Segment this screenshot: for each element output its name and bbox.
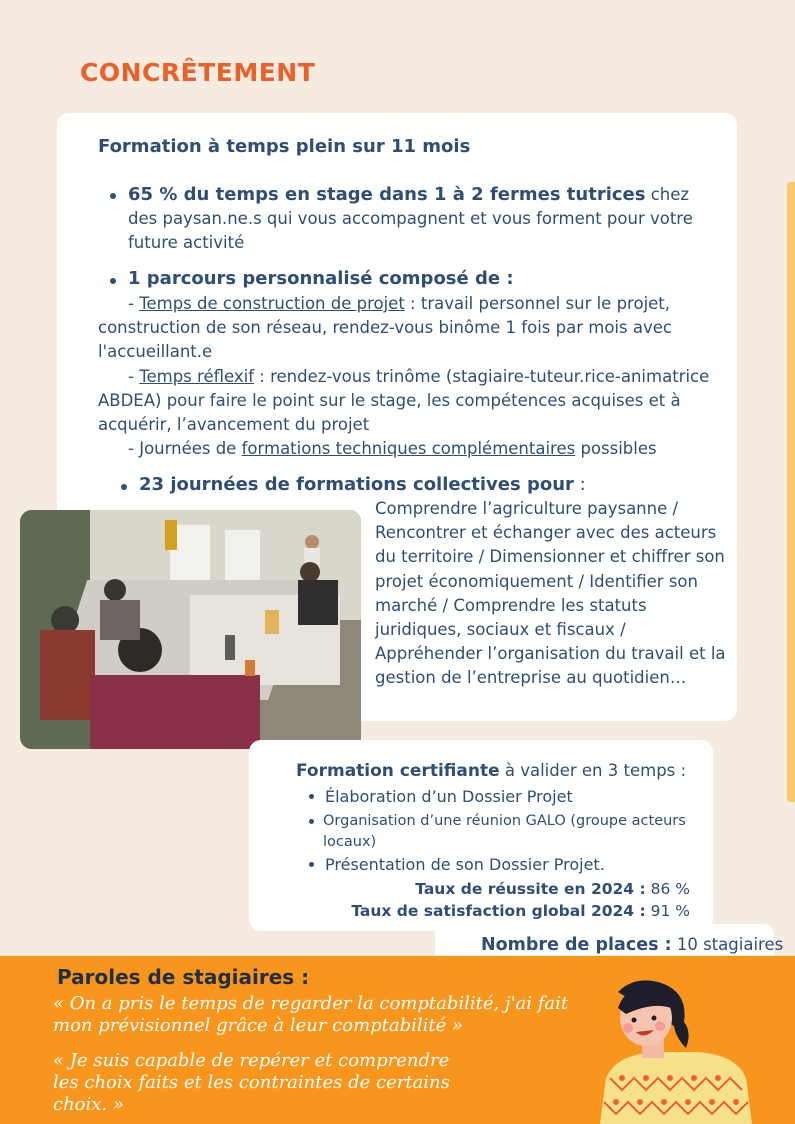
formation-title: Formation à temps plein sur 11 mois xyxy=(98,136,471,157)
places-label: Nombre de places : xyxy=(481,935,672,955)
bullet-dot xyxy=(309,819,314,824)
satisfaction-rate-label: Taux de satisfaction global 2024 : xyxy=(351,902,646,920)
training-group-photo xyxy=(20,510,361,749)
bullet-collectives-text: Comprendre l’agriculture paysanne / Rencontrer et échanger avec des acteurs du territoire / Dimensionner et chiffrer son projet économiquement / Identifier son marché / Comprendre les statuts juridiques, sociaux et fiscaux / Appréhender l’organisation du travail et la gestion de l’entreprise au quotidien… xyxy=(375,499,726,688)
success-rate-value: 86 % xyxy=(645,880,690,898)
bullet-dot xyxy=(121,484,127,490)
link-temps-construction[interactable]: Temps de construction de projet xyxy=(139,294,405,313)
bullet-collectives-title xyxy=(139,474,586,495)
bullet-dot xyxy=(110,193,116,199)
certification-title-rest: à valider en 3 temps : xyxy=(499,761,687,780)
certification-item: Élaboration d’un Dossier Projet xyxy=(325,787,573,806)
testimonials-title: Paroles de stagiaires : xyxy=(57,965,310,989)
bullet-stage-text: chez des paysan.ne.s qui vous accompagnent et vous forment pour votre future activité xyxy=(128,185,693,252)
sub-reflexif xyxy=(98,365,738,437)
bullet-collectives-colon: : xyxy=(573,474,586,495)
bullet-dot xyxy=(110,278,116,284)
sub-dash: - xyxy=(128,294,140,313)
bullet-dot xyxy=(309,794,314,799)
testimonial-quote: « On a pris le temps de regarder la comptabilité, j'ai fait mon prévisionnel grâce à leur comptabilité » xyxy=(53,993,569,1036)
places-info xyxy=(481,935,783,955)
sub-dash: - xyxy=(128,367,140,386)
bullet-collectives-strong: 23 journées de formations collectives pour xyxy=(139,474,574,495)
sub-journees xyxy=(98,437,738,461)
certification-title-strong: Formation certifiante xyxy=(296,761,500,781)
sub-construction-text: : travail personnel sur le projet, construction de son réseau, rendez-vous binôme 1 fois par mois avec l'accueillant.e xyxy=(98,294,672,361)
certification-title xyxy=(296,761,686,781)
sub-reflexif-text: : rendez-vous trinôme (stagiaire-tuteur.rice-animatrice ABDEA) pour faire le point sur le stage, les compétences acquises et à acquérir, l’avancement du projet xyxy=(98,367,710,434)
sub-construction xyxy=(98,292,738,364)
success-rate xyxy=(415,880,690,898)
bullet-stage xyxy=(128,183,708,255)
bullet-stage-strong: 65 % du temps en stage dans 1 à 2 fermes tutrices xyxy=(128,184,646,205)
decorative-side-bar xyxy=(787,182,795,802)
bullet-parcours-title: 1 parcours personnalisé composé de : xyxy=(128,268,514,289)
sub-journees-text: possibles xyxy=(575,439,657,458)
link-temps-reflexif[interactable]: Temps réflexif xyxy=(139,367,255,386)
page-title: CONCRÊTEMENT xyxy=(80,58,316,87)
certification-item: Organisation d’une réunion GALO (groupe acteurs locaux) xyxy=(323,813,686,850)
sub-journees-pre: - Journées de xyxy=(128,439,242,458)
success-rate-label: Taux de réussite en 2024 : xyxy=(415,880,646,898)
certification-item: Présentation de son Dossier Projet. xyxy=(325,855,605,874)
places-value: 10 stagiaires xyxy=(671,935,784,954)
bullet-dot xyxy=(309,862,314,867)
testimonial-quote: « Je suis capable de repérer et comprendre les choix faits et les contraintes de certains choix. » xyxy=(53,1050,450,1115)
link-formations-techniques[interactable]: formations techniques complémentaires xyxy=(241,439,576,458)
satisfaction-rate-value: 91 % xyxy=(645,902,690,920)
satisfaction-rate xyxy=(351,902,690,920)
smiling-woman-illustration xyxy=(596,978,756,1124)
